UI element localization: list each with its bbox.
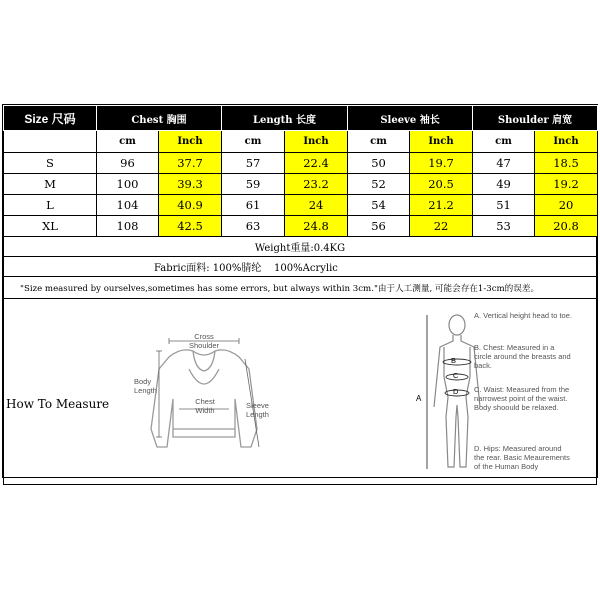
unit-cm: cm — [473, 131, 535, 153]
length-inch-cell: 23.2 — [285, 174, 348, 195]
desc-d: D. Hips: Measured around the rear. Basic Meaurements of the Human Body — [474, 444, 570, 471]
unit-header-row — [4, 131, 598, 153]
length-inch-cell: 22.4 — [285, 153, 348, 174]
shoulder-cm-cell: 47 — [473, 153, 535, 174]
chest-inch-cell: 39.3 — [159, 174, 222, 195]
sleeve-header: Sleeve 袖长 — [348, 106, 473, 131]
sleeve-inch-cell: 20.5 — [410, 174, 473, 195]
size-cell: L — [4, 195, 97, 216]
unit-cm: cm — [222, 131, 285, 153]
desc-a: A. Vertical height head to toe. — [474, 311, 572, 320]
length-inch-cell: 24.8 — [285, 216, 348, 237]
weight-text: Weight重量:0.4KG — [254, 243, 346, 254]
sleeve-cm-cell: 52 — [348, 174, 410, 195]
length-header: Length 长度 — [222, 106, 348, 131]
chest-cm-cell: 96 — [97, 153, 159, 174]
sleeve-cm-cell: 54 — [348, 195, 410, 216]
label-d: D — [453, 387, 459, 396]
shoulder-cm-cell: 53 — [473, 216, 535, 237]
body-length-label: Body Length — [134, 377, 157, 395]
size-cell: XL — [4, 216, 97, 237]
table-header-row — [4, 106, 598, 131]
shoulder-cm-cell: 49 — [473, 174, 535, 195]
sleeve-inch-cell: 22 — [410, 216, 473, 237]
measure-area — [3, 299, 597, 485]
fabric-row — [3, 257, 597, 277]
chest-cm-cell: 108 — [97, 216, 159, 237]
weight-row — [3, 237, 597, 257]
length-cm-cell: 61 — [222, 195, 285, 216]
label-a: A — [416, 394, 422, 403]
shoulder-header: Shoulder 肩宽 — [473, 106, 598, 131]
size-table — [3, 105, 598, 237]
label-c: C — [453, 371, 459, 380]
length-inch-cell: 24 — [285, 195, 348, 216]
shoulder-inch-cell: 18.5 — [535, 153, 598, 174]
size-header: Size 尺码 — [4, 106, 97, 131]
chest-inch-cell: 40.9 — [159, 195, 222, 216]
unit-blank — [4, 131, 97, 153]
chest-cm-cell: 104 — [97, 195, 159, 216]
shoulder-inch-cell: 19.2 — [535, 174, 598, 195]
unit-cm: cm — [348, 131, 410, 153]
chest-width-label: Chest Width — [195, 397, 215, 415]
shoulder-inch-cell: 20.8 — [535, 216, 598, 237]
table-row — [4, 216, 598, 237]
size-cell: M — [4, 174, 97, 195]
desc-b: B. Chest: Measured in a circle around the breasts and back. — [474, 343, 571, 370]
sleeve-inch-cell: 21.2 — [410, 195, 473, 216]
unit-inch: Inch — [410, 131, 473, 153]
sleeve-cm-cell: 56 — [348, 216, 410, 237]
unit-inch: Inch — [535, 131, 598, 153]
length-cm-cell: 57 — [222, 153, 285, 174]
how-to-measure-label: How To Measure — [6, 397, 110, 411]
table-row — [4, 174, 598, 195]
chest-cm-cell: 100 — [97, 174, 159, 195]
unit-inch: Inch — [285, 131, 348, 153]
note-row — [3, 277, 597, 299]
shoulder-cm-cell: 51 — [473, 195, 535, 216]
note-text: "Size measured by ourselves,sometimes has some errors, but always within 3cm."由于人工测量, 可能会存在1-3cm的误差。 — [20, 283, 540, 294]
unit-inch: Inch — [159, 131, 222, 153]
unit-cm: cm — [97, 131, 159, 153]
size-cell: S — [4, 153, 97, 174]
cross-shoulder-label: Cross Shoulder — [188, 332, 220, 350]
table-row — [4, 153, 598, 174]
shoulder-inch-cell: 20 — [535, 195, 598, 216]
sleeve-inch-cell: 19.7 — [410, 153, 473, 174]
chest-header: Chest 胸围 — [97, 106, 222, 131]
fabric-text: Fabric面料: 100%腈纶 100%Acrylic — [154, 263, 338, 274]
size-chart-sheet — [2, 104, 598, 478]
length-cm-cell: 59 — [222, 174, 285, 195]
sleeve-length-label: Sleeve Length — [246, 401, 269, 419]
sleeve-cm-cell: 50 — [348, 153, 410, 174]
label-b: B — [451, 356, 457, 365]
chest-inch-cell: 42.5 — [159, 216, 222, 237]
length-cm-cell: 63 — [222, 216, 285, 237]
chest-inch-cell: 37.7 — [159, 153, 222, 174]
table-row — [4, 195, 598, 216]
desc-c: C. Waist: Measured from the narrowest point of the waist. Body shoould be relaxed. — [474, 385, 570, 412]
